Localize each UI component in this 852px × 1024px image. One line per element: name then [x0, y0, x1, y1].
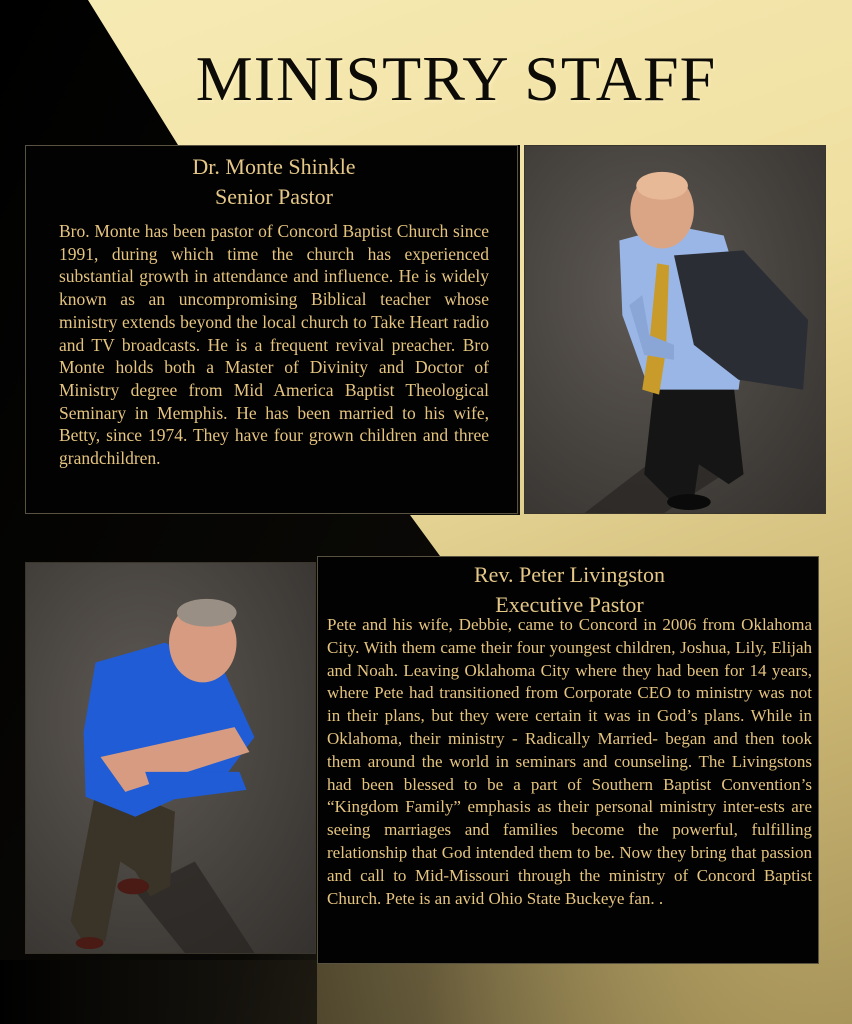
- staff-card-senior-pastor: [25, 145, 518, 514]
- staff-bio: Bro. Monte has been pastor of Concord Baptist Church since 1991, during which time the church has experienced substantial growth in attendance and influence. He is widely known as an uncompromising Biblical teacher whose ministry extends beyond the local church to Take Heart radio and TV broadcasts. He is a frequent revival preacher. Bro Monte holds both a Master of Divinity and Doctor of Ministry degree from Mid America Baptist Theological Seminary in Memphis. He has been married to his wife, Betty, since 1974. They have four grown children and three grandchildren.: [59, 221, 489, 469]
- staff-name: Dr. Monte Shinkle: [192, 154, 356, 179]
- staff-role: Executive Pastor: [495, 592, 644, 617]
- page-title: MINISTRY STAFF: [195, 43, 717, 114]
- staff-name: Rev. Peter Livingston: [473, 562, 666, 587]
- staff-bio: Pete and his wife, Debbie, came to Concord in 2006 from Oklahoma City. With them came their four youngest children, Joshua, Lily, Elijah and Noah. Leaving Oklahoma City where they had been for 14 years, where Pete had transitioned from Corporate CEO to ministry was not in their plans, but they were certain it was in God’s plans. While in Oklahoma, their ministry - Radically Married- began and then took them around the world in seminars and counseling. The Livingstons had been blessed to be a part of Southern Baptist Convention’s “Kingdom Family” emphasis as their personal ministry inter-ests are seeing marriages and families become the powerful, fulfilling relationship that God intended them to be. Now they bring that passion and call to Mid-Missouri through the ministry of Concord Baptist Church. Pete is an avid Ohio State Buckeye fan. .: [327, 615, 812, 908]
- staff-card-executive-pastor: [317, 556, 819, 964]
- senior-pastor-photo: [524, 145, 826, 514]
- staff-role: Senior Pastor: [215, 184, 333, 209]
- executive-pastor-photo: [25, 562, 316, 954]
